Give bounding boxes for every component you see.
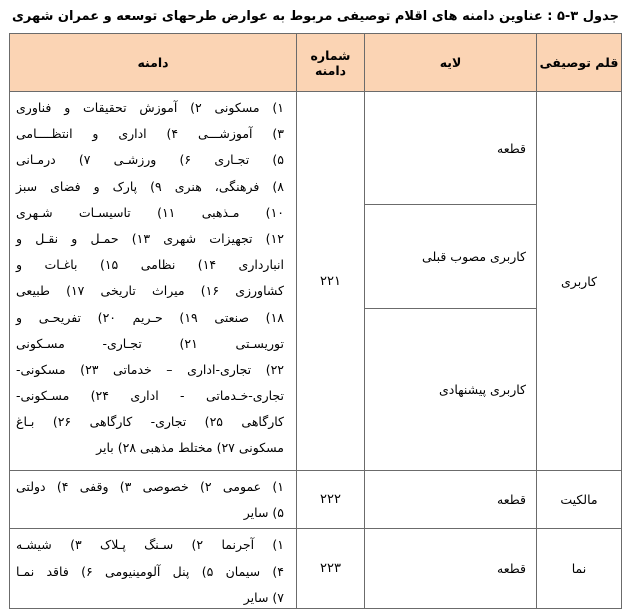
domain-number-cell: ۲۲۱ — [297, 92, 365, 471]
attribute-domain-table — [9, 33, 622, 609]
category-cell: مالکیت — [537, 471, 622, 529]
domain-cell — [10, 471, 297, 529]
header-domain: دامنه — [10, 34, 297, 92]
domain-line: کشاورزی ۱۶) میراث تاریخی ۱۷) طبیعی — [16, 283, 284, 299]
domain-line: ۸) فرهنگی، هنری ۹) پارک و فضای سبز — [16, 178, 284, 194]
header-layer: لایه — [365, 34, 537, 92]
table-row — [10, 92, 622, 205]
domain-cell — [10, 92, 297, 471]
domain-cell — [10, 529, 297, 609]
domain-line: توریسـتی ۲۱) تجـاری- مسـکونی — [16, 335, 284, 351]
domain-line: ۳) آموزشـــی ۴) اداری و انتظــــامی — [16, 126, 284, 142]
table-row — [10, 529, 622, 609]
domain-line: ۷) سایر — [243, 589, 284, 605]
domain-line: ۱) عمومی ۲) خصوصی ۳) وقفی ۴) دولتی — [16, 479, 284, 494]
domain-line: مسکونی ۲۷) مختلط مذهبی ۲۸) بایر — [96, 440, 284, 456]
domain-line: انبارداری ۱۴) نظامی ۱۵) باغـات و — [16, 257, 284, 273]
domain-line: ۱۸) صنعتی ۱۹) حـریم ۲۰) تفریحـی و — [16, 309, 284, 325]
domain-line: ۵) تجـاری ۶) ورزشـی ۷) درمـانی — [16, 152, 284, 168]
table-header-row — [10, 34, 622, 92]
domain-line: ۴) سیمان ۵) پنل آلومینیومی ۶) فاقد نمـا — [16, 563, 284, 579]
category-cell: کاربری — [537, 92, 622, 471]
header-domain-number: شماره دامنه — [297, 34, 365, 92]
domain-line: ۱) آجرنما ۲) سـنگ پـلاک ۳) شیشـه — [16, 537, 284, 553]
domain-line: ۵) سایر — [243, 505, 284, 521]
table-caption: جدول ۳-۵ : عناوین دامنه های اقلام توصیفی مربوط به عوارض طرحهای توسعه و عمران شهری — [12, 9, 619, 24]
layer-cell: کاربری پیشنهادی — [365, 309, 537, 471]
table-row — [10, 471, 622, 529]
domain-line: ۱۰) مـذهبی ۱۱) تاسیسـات شـهری — [16, 204, 285, 220]
domain-line: ۱) مسکونی ۲) آموزش تحقیقات و فناوری — [16, 100, 284, 115]
layer-cell: قطعه — [365, 529, 537, 609]
domain-line: کارگاهی ۲۵) تجاری- کارگاهی ۲۶) بـاغ — [16, 414, 284, 430]
domain-line: ۲۲) تجاری-اداری – خدماتی ۲۳) مسکونی- — [16, 361, 285, 377]
domain-line: تجاری-خـدماتی - اداری ۲۴) مسـکونی- — [16, 388, 284, 404]
domain-number-cell: ۲۲۲ — [297, 471, 365, 529]
domain-number-cell: ۲۲۳ — [297, 529, 365, 609]
layer-cell: قطعه — [365, 471, 537, 529]
header-category: قلم توصیفی — [537, 34, 622, 92]
category-cell: نما — [537, 529, 622, 609]
domain-line: ۱۲) تجهیزات شهری ۱۳) حمـل و نقـل و — [16, 230, 285, 246]
layer-cell: قطعه — [365, 92, 537, 205]
layer-cell: کاربری مصوب قبلی — [365, 205, 537, 309]
